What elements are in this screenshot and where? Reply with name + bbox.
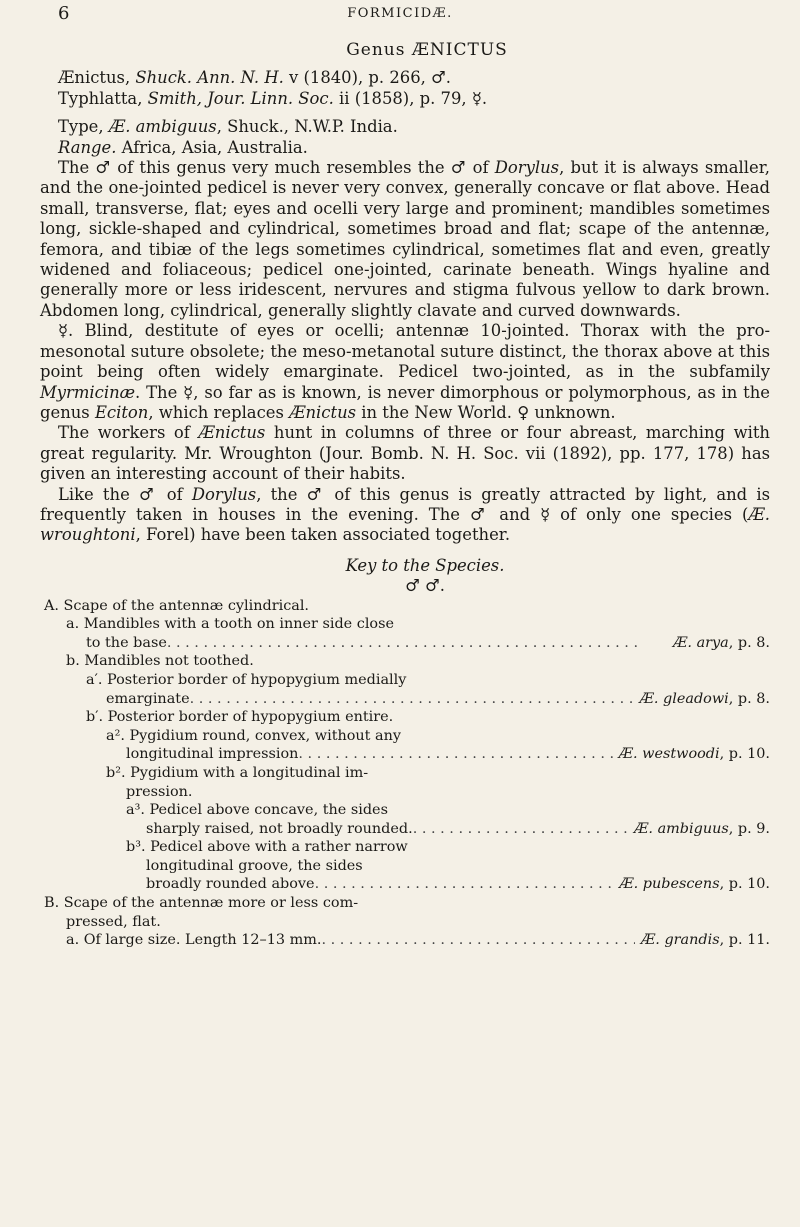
synonym-reference: ii (1858), p. 79, ☿.: [333, 88, 488, 108]
key-couplet-A: A. Scape of the antennæ cylindrical.: [44, 597, 310, 614]
page-body: [40, 40, 770, 950]
worker-description: [40, 321, 770, 423]
page-ref: , p. 8.: [728, 634, 770, 651]
key-couplet-b3: b³. Pedicel above with a rather narrow: [126, 839, 408, 856]
type-species: Æ. ambiguus: [108, 117, 217, 137]
synonym-line-2: [40, 89, 770, 109]
key-species: [613, 875, 770, 894]
key-text: emarginate: [106, 690, 190, 707]
key-species: [628, 820, 770, 839]
page-ref: , p. 11.: [719, 932, 770, 949]
range-line: [40, 138, 770, 158]
type-line: [40, 117, 770, 137]
genus-name: Ænictus: [289, 402, 357, 422]
male-description: [40, 158, 770, 321]
text-run: , Forel) have been taken associated together.: [135, 525, 511, 545]
key-entry-pubescens: [40, 875, 770, 894]
key-sex-symbol: ♂ ♂.: [405, 576, 445, 596]
key-couplet-b1: b′. Posterior border of hypopygium entire.: [86, 709, 394, 726]
key-couplet-b2-cont: pression.: [126, 783, 193, 800]
light-paragraph: [40, 485, 770, 546]
key-couplet-b: b. Mandibles not toothed.: [66, 653, 254, 670]
key-couplet-a: a. Mandibles with a tooth on inner side close: [66, 616, 394, 633]
leader-dots: [190, 690, 634, 709]
key-species: [633, 690, 770, 709]
species-name: Æ. ambiguus: [634, 820, 729, 837]
page-ref: , p. 8.: [728, 690, 770, 707]
page-ref: , p. 10.: [719, 876, 770, 893]
leader-dots: [413, 820, 628, 839]
key-couplet-B: B. Scape of the antennæ more or less com-: [44, 895, 359, 912]
leader-dots: [321, 931, 634, 950]
synonym-reference: v (1840), p. 266, ♂.: [283, 68, 451, 88]
range-label: Range.: [58, 137, 117, 157]
text-run: hunt in columns of three or four abreast, marching with great regularity. Mr. Wroughton (Jour. Bomb. N. H. Soc. vii (1892), pp. 177, 178) has given an interesting account of their habits.: [40, 423, 770, 484]
synonym-line-1: [40, 68, 770, 88]
key-text: longitudinal impression: [126, 746, 299, 763]
key-entry-arya: [40, 634, 770, 653]
key-couplet-B-cont: pressed, flat.: [66, 913, 161, 930]
key-species: [613, 745, 770, 764]
key-text: broadly rounded above: [146, 876, 315, 893]
synonym-citation: Smith, Jour. Linn. Soc.: [147, 88, 334, 108]
leader-dots: [298, 745, 612, 764]
synonym-name: Typhlatta,: [58, 88, 148, 108]
leader-dots: [315, 875, 614, 894]
page-ref: , p. 10.: [719, 746, 770, 763]
genus-name: Dorylus: [191, 484, 257, 504]
text-run: , the ♂ of this genus is greatly attracted by light, and is frequently taken in houses in the evening. The ♂ and ☿ of only one species (: [40, 484, 770, 524]
text-run: . The ☿, so far as is known, is never dimorphous or polymorphous, as in the genus: [40, 382, 770, 422]
genus-name: Dorylus: [494, 158, 560, 178]
key-text: sharply raised, not broadly rounded.: [146, 820, 413, 837]
text-run: , but it is always smaller, and the one-jointed pedicel is never very convex, generally concave or flat above. Head small, transverse, flat; eyes and ocelli very large and prominent; mandibles sometimes long, sickle-shaped and cylindrical, sometimes broad and flat; scape of the antennæ, femora, and tibiæ of the legs sometimes cylindrical, sometimes flat and even, greatly widened and foliaceous; pedicel one-jointed, carinate beneath. Wings hyaline and generally more or less iridescent, nervures and stigma fulvous yellow to dark brown. Abdomen long, cylindrical, generally slightly clavate and curved downwards.: [40, 158, 770, 320]
text-run: The ♂ of this genus very much resembles the ♂ of: [58, 158, 495, 178]
key-title: Key to the Species.: [345, 555, 505, 575]
species-name: Æ. gleadowi: [639, 690, 729, 707]
text-run: ☿. Blind, destitute of eyes or ocelli; antennæ 10-jointed. Thorax with the pro-mesonotal suture obsolete; the meso-metanotal suture distinct, the thorax above at this point being often widely emarginate. Pedicel two-jointed, as in the subfamily: [40, 321, 770, 382]
synonym-name: Ænictus,: [58, 68, 136, 88]
species-name: Æ. pubescens: [619, 876, 720, 893]
leader-dots: [167, 634, 667, 653]
running-head: FORMICIDÆ.: [347, 6, 453, 21]
synonym-citation: Shuck. Ann. N. H.: [135, 68, 284, 88]
key-entry-grandis: [40, 931, 770, 950]
species-key: [40, 597, 770, 950]
text-run: in the New World. ♀ unknown.: [356, 402, 616, 422]
text-run: The workers of: [58, 423, 199, 443]
species-name: Æ. grandis: [640, 932, 720, 949]
subfamily-name: Myrmicinæ: [40, 382, 136, 402]
key-text: to the base: [86, 634, 167, 651]
genus-title: Genus ÆNICTUS: [346, 40, 508, 60]
type-label: Type,: [58, 117, 109, 137]
key-couplet-b3-cont: longitudinal groove, the sides: [146, 857, 363, 874]
key-entry-gleadowi: [40, 690, 770, 709]
page-ref: , p. 9.: [728, 820, 770, 837]
text-run: Like the ♂ of: [58, 484, 192, 504]
hunting-paragraph: [40, 423, 770, 484]
key-text: a. Of large size. Length 12–13 mm.: [66, 932, 322, 949]
species-name: Æ. arya: [673, 634, 729, 651]
type-rest: , Shuck., N.W.P. India.: [216, 117, 398, 137]
text-run: , which replaces: [148, 402, 290, 422]
species-name: Æ. westwoodi: [618, 746, 720, 763]
genus-name: Eciton: [94, 402, 149, 422]
key-couplet-a3: a³. Pedicel above concave, the sides: [126, 802, 388, 819]
species-name: Æ. wroughtoni: [40, 504, 770, 545]
key-species: [667, 634, 770, 653]
key-entry-westwoodi: [40, 745, 770, 764]
page-number: 6: [58, 3, 70, 24]
genus-name: Ænictus: [198, 423, 266, 443]
key-couplet-a2: a². Pygidium round, convex, without any: [106, 727, 402, 744]
key-couplet-b2: b². Pygidium with a longitudinal im-: [106, 764, 369, 781]
key-species: [635, 931, 770, 950]
key-couplet-a1: a′. Posterior border of hypopygium medially: [86, 671, 407, 688]
key-entry-ambiguus: [40, 820, 770, 839]
range-rest: Africa, Asia, Australia.: [116, 137, 308, 157]
